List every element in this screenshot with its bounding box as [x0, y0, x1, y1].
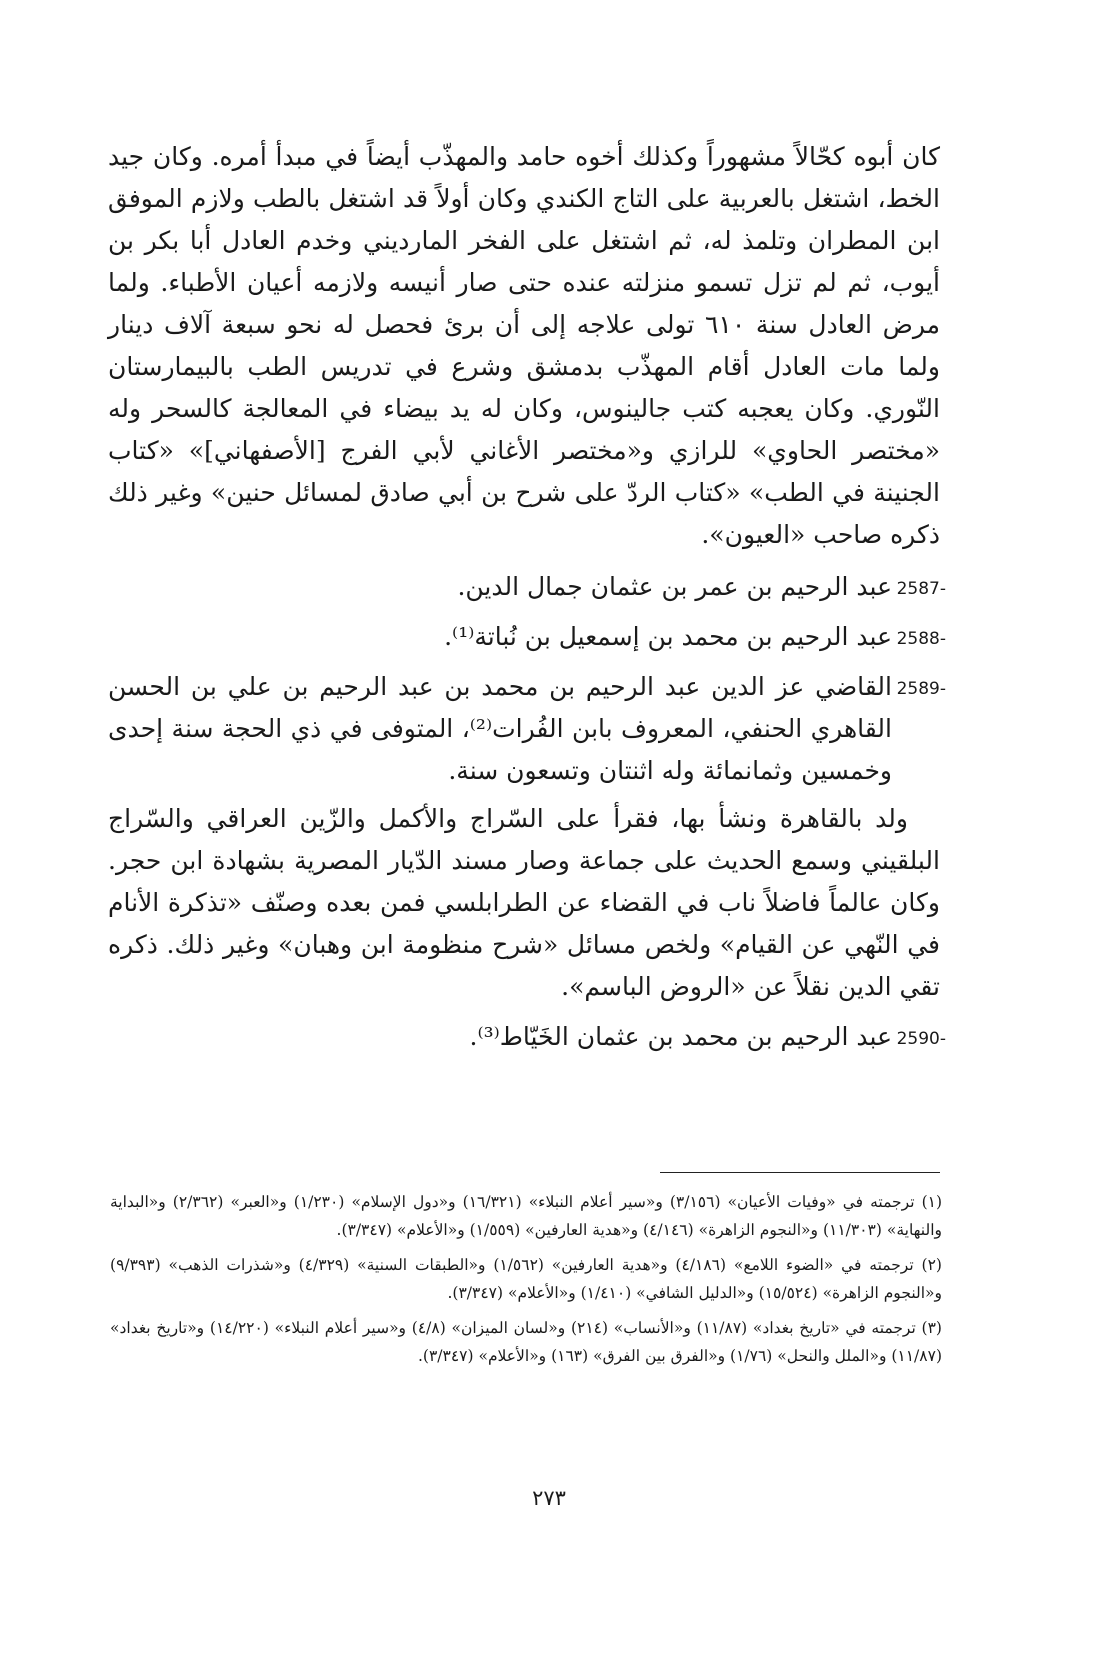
entry-text: عبد الرحيم بن عمر بن عثمان جمال الدين.	[457, 572, 892, 601]
footnote-2: (٢) ترجمته في «الضوء اللامع» (٤/١٨٦) و«هدية العارفين» (١/٥٦٢) و«الطبقات السنية» (٤/٣٢٩) و«شذرات الذهب» (٩/٣٩٣) و«النجوم الزاهرة» (١٥/٥٢٤) و«الدليل الشافي» (١/٤١٠) و«الأعلام» (٣/٣٤٧).	[110, 1256, 942, 1302]
footnote-1: (١) ترجمته في «وفيات الأعيان» (٣/١٥٦) و«سير أعلام النبلاء» (١٦/٣٢١) و«دول الإسلام» (١/٢٣٠) و«العبر» (٢/٣٦٢) و«البداية والنهاية» (١١/٣٠٣) و«النجوم الزاهرة» (٤/١٤٦) و«هدية العارفين» (١/٥٥٩) و«الأعلام» (٣/٣٤٧).	[110, 1193, 943, 1239]
entry-2589-paragraph: ولد بالقاهرة ونشأ بها، فقرأ على السّراج والأكمل والزّين العراقي والسّراج البلقيني وسمع الحديث على جماعة وصار مسند الدّيار المصرية بشهادة ابن حجر. وكان عالماً فاضلاً ناب في القضاء عن الطرابلسي فمن بعده وصنّف «تذكرة الأنام في النّهي عن القيام» ولخص مسائل «شرح منظومة ابن وهبان» وغير ذلك. ذكره تقي الدين نقلاً عن «الروض الباسم».	[108, 804, 940, 1001]
footnote-separator	[660, 1172, 940, 1173]
page-number: ٢٧٣	[532, 1486, 566, 1510]
entry-number: 2589 -	[897, 668, 946, 710]
entry-2588	[108, 616, 940, 658]
entry-2589	[108, 666, 940, 792]
continuation-paragraph: كان أبوه كحّالاً مشهوراً وكذلك أخوه حامد والمهذّب أيضاً في مبدأ أمره. وكان جيد الخط، اشتغل بالعربية على التاج الكندي وكان أولاً قد اشتغل بالطب ولازم الموفق ابن المطران وتلمذ له، ثم اشتغل على الفخر المارديني وخدم العادل أبا بكر بن أيوب، ثم لم تزل تسمو منزلته عنده حتى صار أنيسه ولازمه أعيان الأطباء. ولما مرض العادل سنة ٦١٠ تولى علاجه إلى أن برئ فحصل له نحو سبعة آلاف دينار ولما مات العادل أقام المهذّب بدمشق وشرع في تدريس الطب بالبيمارستان النّوري. وكان يعجبه كتب جالينوس، وكان له يد بيضاء في المعالجة كالسحر وله «مختصر الحاوي» للرازي و«مختصر الأغاني لأبي الفرج [الأصفهاني]» «كتاب الجنينة في الطب» «كتاب الردّ على شرح بن أبي صادق لمسائل حنين» وغير ذلك ذكره صاحب «العيون».	[108, 142, 940, 549]
footnote-3: (٣) ترجمته في «تاريخ بغداد» (١١/٨٧) و«الأنساب» (٢١٤) و«لسان الميزان» (٤/٨) و«سير أعلام النبلاء» (١٤/٢٢٠) و«تاريخ بغداد» (١١/٨٧) و«الملل والنحل» (١/٧٦) و«الفرق بين الفرق» (١٦٣) و«الأعلام» (٣/٣٤٧).	[110, 1319, 942, 1365]
entry-text: عبد الرحيم بن محمد بن إسمعيل بن نُباتة⁽¹⁾.	[444, 622, 892, 651]
entry-text: القاضي عز الدين عبد الرحيم بن محمد بن عبد الرحيم بن علي بن الحسن القاهري الحنفي، المعروف بابن الفُرات⁽²⁾، المتوفى في ذي الحجة سنة إحدى وخمسين وثمانمائة وله اثنتان وتسعون سنة.	[108, 672, 892, 785]
entry-text: عبد الرحيم بن محمد بن عثمان الخَيّاط⁽³⁾.	[469, 1022, 892, 1051]
entry-number: 2587 -	[897, 568, 946, 610]
entry-2590	[108, 1016, 940, 1058]
entry-number: 2588 -	[897, 618, 946, 660]
main-text	[108, 136, 940, 1064]
entry-number: 2590 -	[897, 1018, 946, 1060]
footnotes	[110, 1188, 942, 1377]
entry-2587	[108, 566, 940, 608]
